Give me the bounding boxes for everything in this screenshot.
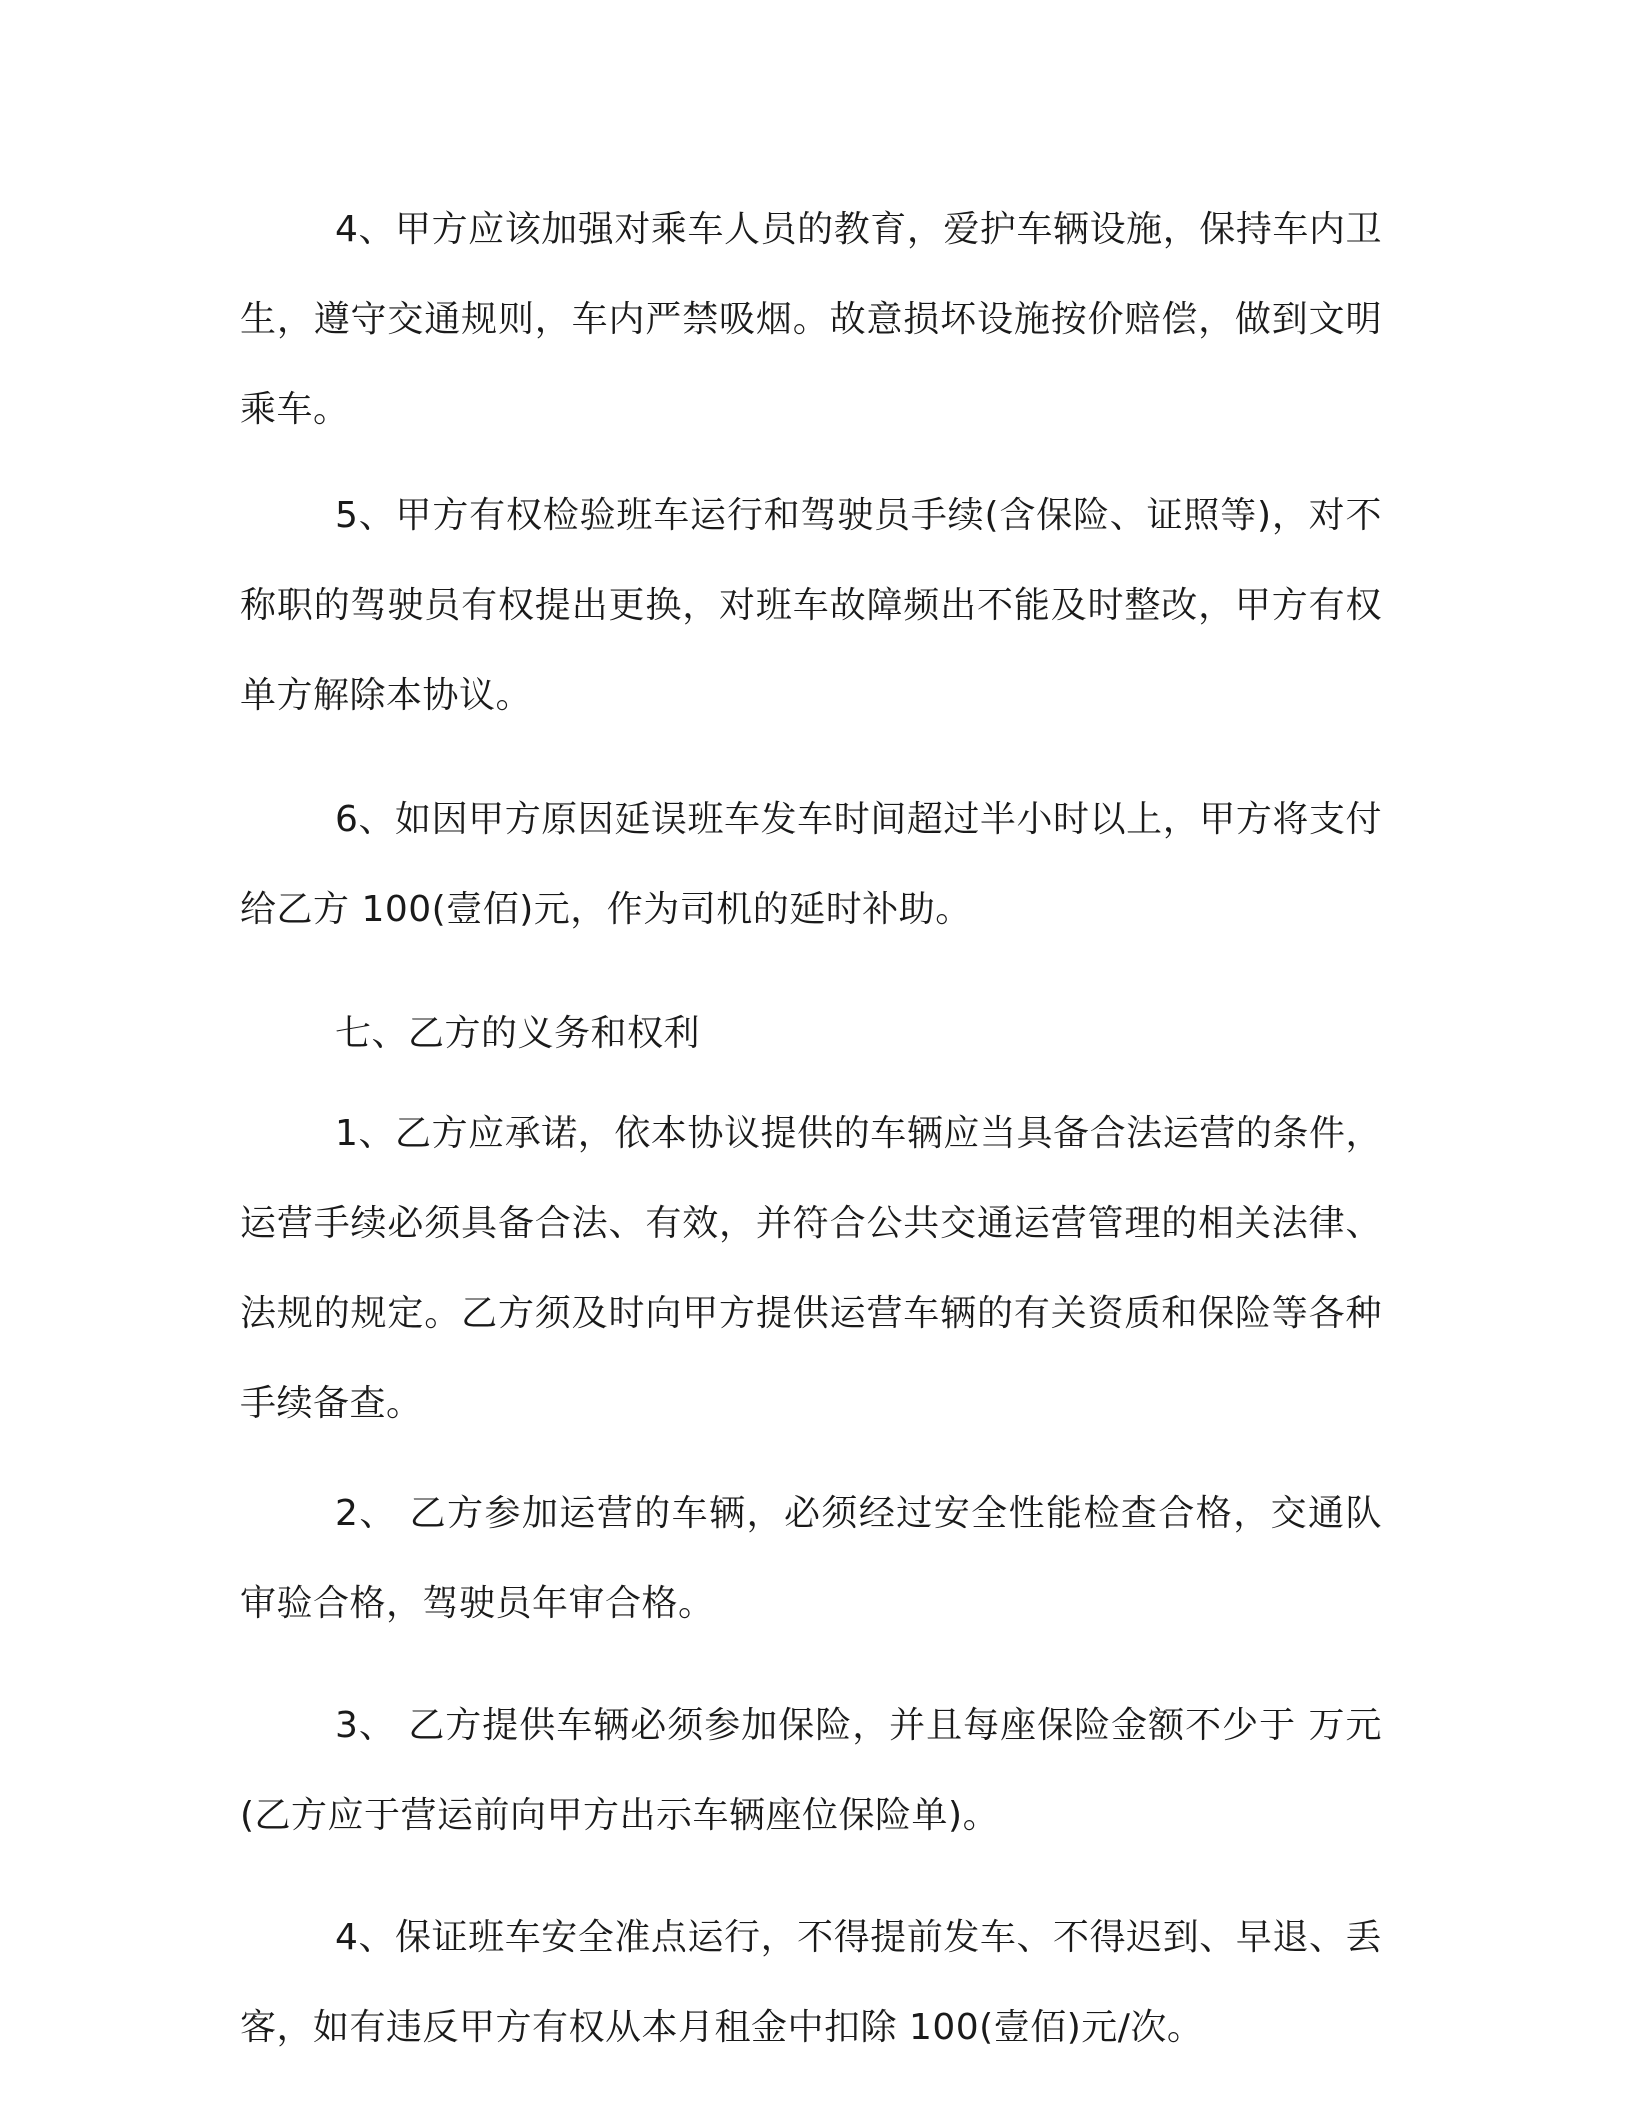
clause-paragraph-b4: 4、保证班车安全准点运行，不得提前发车、不得迟到、早退、丢客，如有违反甲方有权从本月租金中扣除 100(壹佰)元/次。: [240, 1917, 1382, 2048]
section-heading: 七、乙方的义务和权利: [335, 1013, 701, 1054]
clause-paragraph-b1: 1、乙方应承诺，依本协议提供的车辆应当具备合法运营的条件，运营手续必须具备合法、有效，并符合公共交通运营管理的相关法律、法规的规定。乙方须及时向甲方提供运营车辆的有关资质和保险等各种手续备查。: [240, 1113, 1382, 1424]
document-body: [240, 185, 1382, 2107]
clause-paragraph-b2: 2、 乙方参加运营的车辆，必须经过安全性能检查合格，交通队审验合格，驾驶员年审合格。: [240, 1493, 1382, 1624]
clause-paragraph-5: 5、甲方有权检验班车运行和驾驶员手续(含保险、证照等)，对不称职的驾驶员有权提出更换，对班车故障频出不能及时整改，甲方有权单方解除本协议。: [240, 495, 1382, 716]
clause-paragraph-4: 4、甲方应该加强对乘车人员的教育，爱护车辆设施，保持车内卫生，遵守交通规则，车内严禁吸烟。故意损坏设施按价赔偿，做到文明乘车。: [240, 209, 1382, 430]
clause-paragraph-b3: 3、 乙方提供车辆必须参加保险，并且每座保险金额不少于 万元(乙方应于营运前向甲方出示车辆座位保险单)。: [240, 1705, 1382, 1836]
clause-paragraph-6: 6、如因甲方原因延误班车发车时间超过半小时以上，甲方将支付给乙方 100(壹佰)元，作为司机的延时补助。: [240, 799, 1382, 930]
